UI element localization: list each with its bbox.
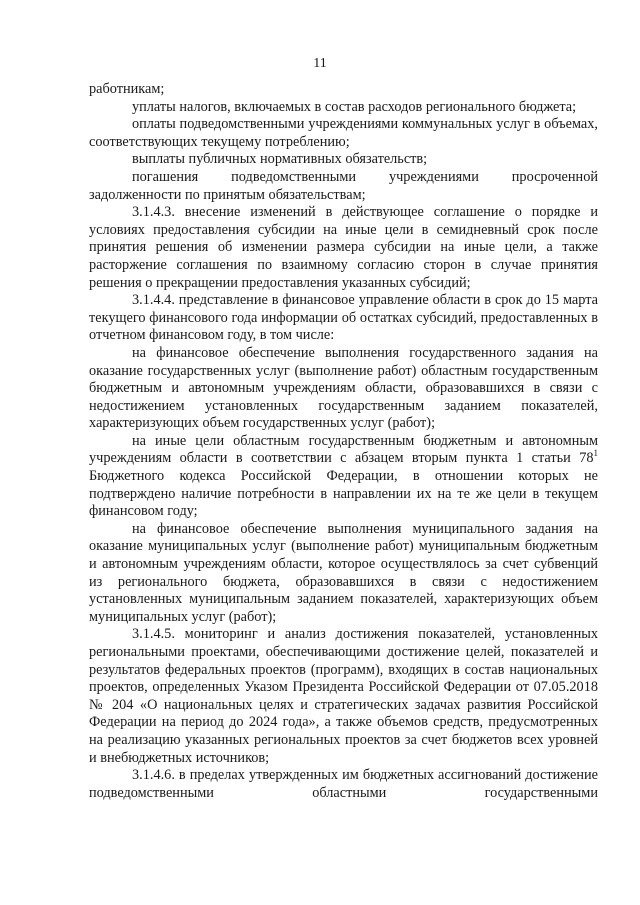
superscript: 1 [593,448,598,459]
paragraph: на финансовое обеспечение выполнения государственного задания на оказание государственных услуг (выполнение работ) областным государственным бюджетным и автономным учреждениям области, образовавшихся в связи с недостижением установленных государственным заданием показателей, характеризующих объем государственных услуг (работ); [89,344,598,432]
paragraph-text: на иные цели областным государственным бюджетным и автономным учреждениям области в соответствии с абзацем вторым пункта 1 статьи 78 [89,432,598,467]
document-body [89,81,598,802]
paragraph: 3.1.4.5. мониторинг и анализ достижения показателей, установленных региональными проектами, обеспечивающими достижение целей, показателей и результатов федеральных проектов (программ), входящих в состав национальных проектов, определенных Указом Президента Российской Федерации от 07.05.2018 № 204 «О национальных целях и стратегических задачах развития Российской Федерации на период до 2024 года», а также объемов средств, предусмотренных на реализацию указанных региональных проектов за счет бюджетов всех уровней и внебюджетных источников; [89,626,598,766]
paragraph: уплаты налогов, включаемых в состав расходов регионального бюджета; [132,98,577,115]
paragraph: 3.1.4.3. внесение изменений в действующее соглашение о порядке и условиях предоставления субсидии на иные цели в семидневный срок после принятия решения об изменении размера субсидии на иные цели, а также расторжение соглашения по взаимному согласию сторон в случае принятия решения о прекращении предоставления указанных субсидий; [89,204,598,291]
page-number: 11 [313,56,327,71]
paragraph [89,433,598,521]
paragraph: выплаты публичных нормативных обязательств; [132,151,428,168]
paragraph-text: Бюджетного кодекса Российской Федерации, в отношении которых не подтверждено наличие потребности в направлении их на те же цели в текущем финансовом году; [89,468,598,520]
paragraph: 3.1.4.6. в пределах утвержденных им бюджетных ассигнований достижение подведомственными областными государственными [89,767,598,801]
paragraph: оплаты подведомственными учреждениями коммунальных услуг в объемах, соответствующих текущему потреблению; [89,116,598,150]
paragraph: погашения подведомственными учреждениями просроченной задолженности по принятым обязательствам; [89,168,598,203]
paragraph: работникам; [89,81,165,97]
paragraph: на финансовое обеспечение выполнения муниципального задания на оказание муниципальных услуг (выполнение работ) муниципальным бюджетным и автономным учреждениям области, которое осуществлялось за счет субвенций из регионального бюджета, образовавшихся в связи с недостижением установленных муниципальным заданием показателей, характеризующих объем муниципальных услуг (работ); [89,520,598,625]
paragraph: 3.1.4.4. представление в финансовое управление области в срок до 15 марта текущего финансового года информации об остатках субсидий, предоставленных в отчетном финансовом году, в том числе: [89,292,598,344]
